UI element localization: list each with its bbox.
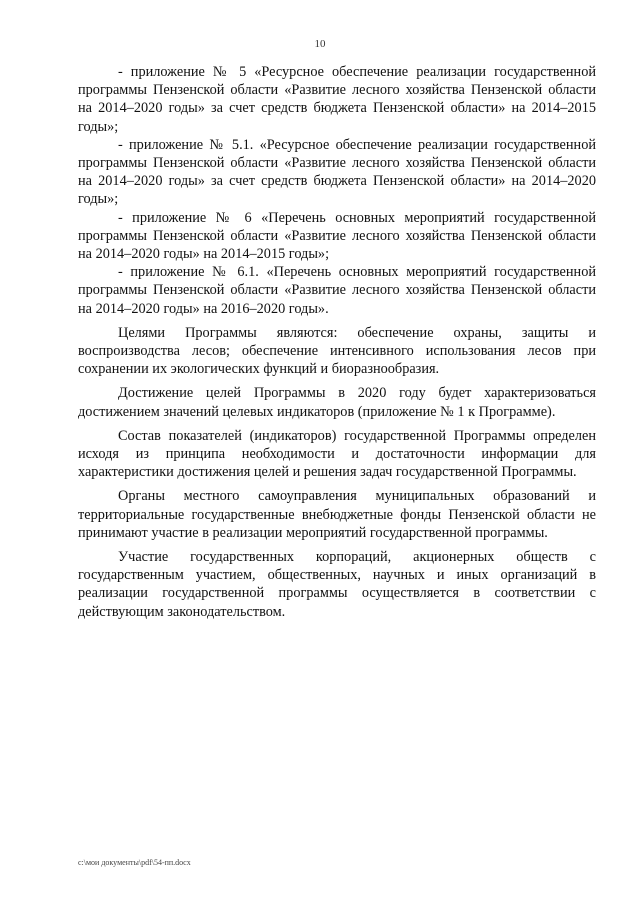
participation-paragraph: Участие государственных корпораций, акционерных обществ с государственным участием, общественных, научных и иных организаций в реализации государственной программы осуществляется в соответствии с действующим законодательством. <box>78 549 596 620</box>
appendix-6-1-item: - приложение № 6.1. «Перечень основных мероприятий государственной программы Пензенской области «Развитие лесного хозяйства Пензенской области на 2014–2020 годы» на 2016–2020 годы». <box>78 264 596 317</box>
goals-achievement-paragraph: Достижение целей Программы в 2020 году будет характеризоваться достижением значений целевых индикаторов (приложение № 1 к Программе). <box>78 385 596 420</box>
appendix-5-item: - приложение № 5 «Ресурсное обеспечение реализации государственной программы Пензенской области «Развитие лесного хозяйства Пензенской области на 2014–2020 годы» за счет средств бюджета Пензенской области» на 2014–2015 годы»; <box>78 64 596 135</box>
page-number: 10 <box>314 38 326 50</box>
document-body <box>78 63 596 627</box>
appendix-5-1-item: - приложение № 5.1. «Ресурсное обеспечение реализации государственной программы Пензенской области «Развитие лесного хозяйства Пензенской области на 2014–2020 годы» за счет средств бюджета Пензенской области» на 2014–2020 годы»; <box>78 136 596 208</box>
appendix-6-item: - приложение № 6 «Перечень основных мероприятий государственной программы Пензенской области «Развитие лесного хозяйства Пензенской области на 2014–2020 годы» на 2014–2015 годы»; <box>78 209 596 263</box>
file-path-footer: c:\мои документы\pdf\54-пп.docx <box>78 858 191 867</box>
program-goals-paragraph: Целями Программы являются: обеспечение охраны, защиты и воспроизводства лесов; обеспечение интенсивного использования лесов при сохранении их экологических функций и биоразнообразия. <box>78 324 596 378</box>
indicators-paragraph: Состав показателей (индикаторов) государственной Программы определен исходя из принципа необходимости и достаточности информации для характеристики достижения целей и решения задач государственной Программы. <box>78 427 596 481</box>
local-authorities-paragraph: Органы местного самоуправления муниципальных образований и территориальные государственные внебюджетные фонды Пензенской области не принимают участие в реализации мероприятий государственной программы. <box>78 488 596 541</box>
